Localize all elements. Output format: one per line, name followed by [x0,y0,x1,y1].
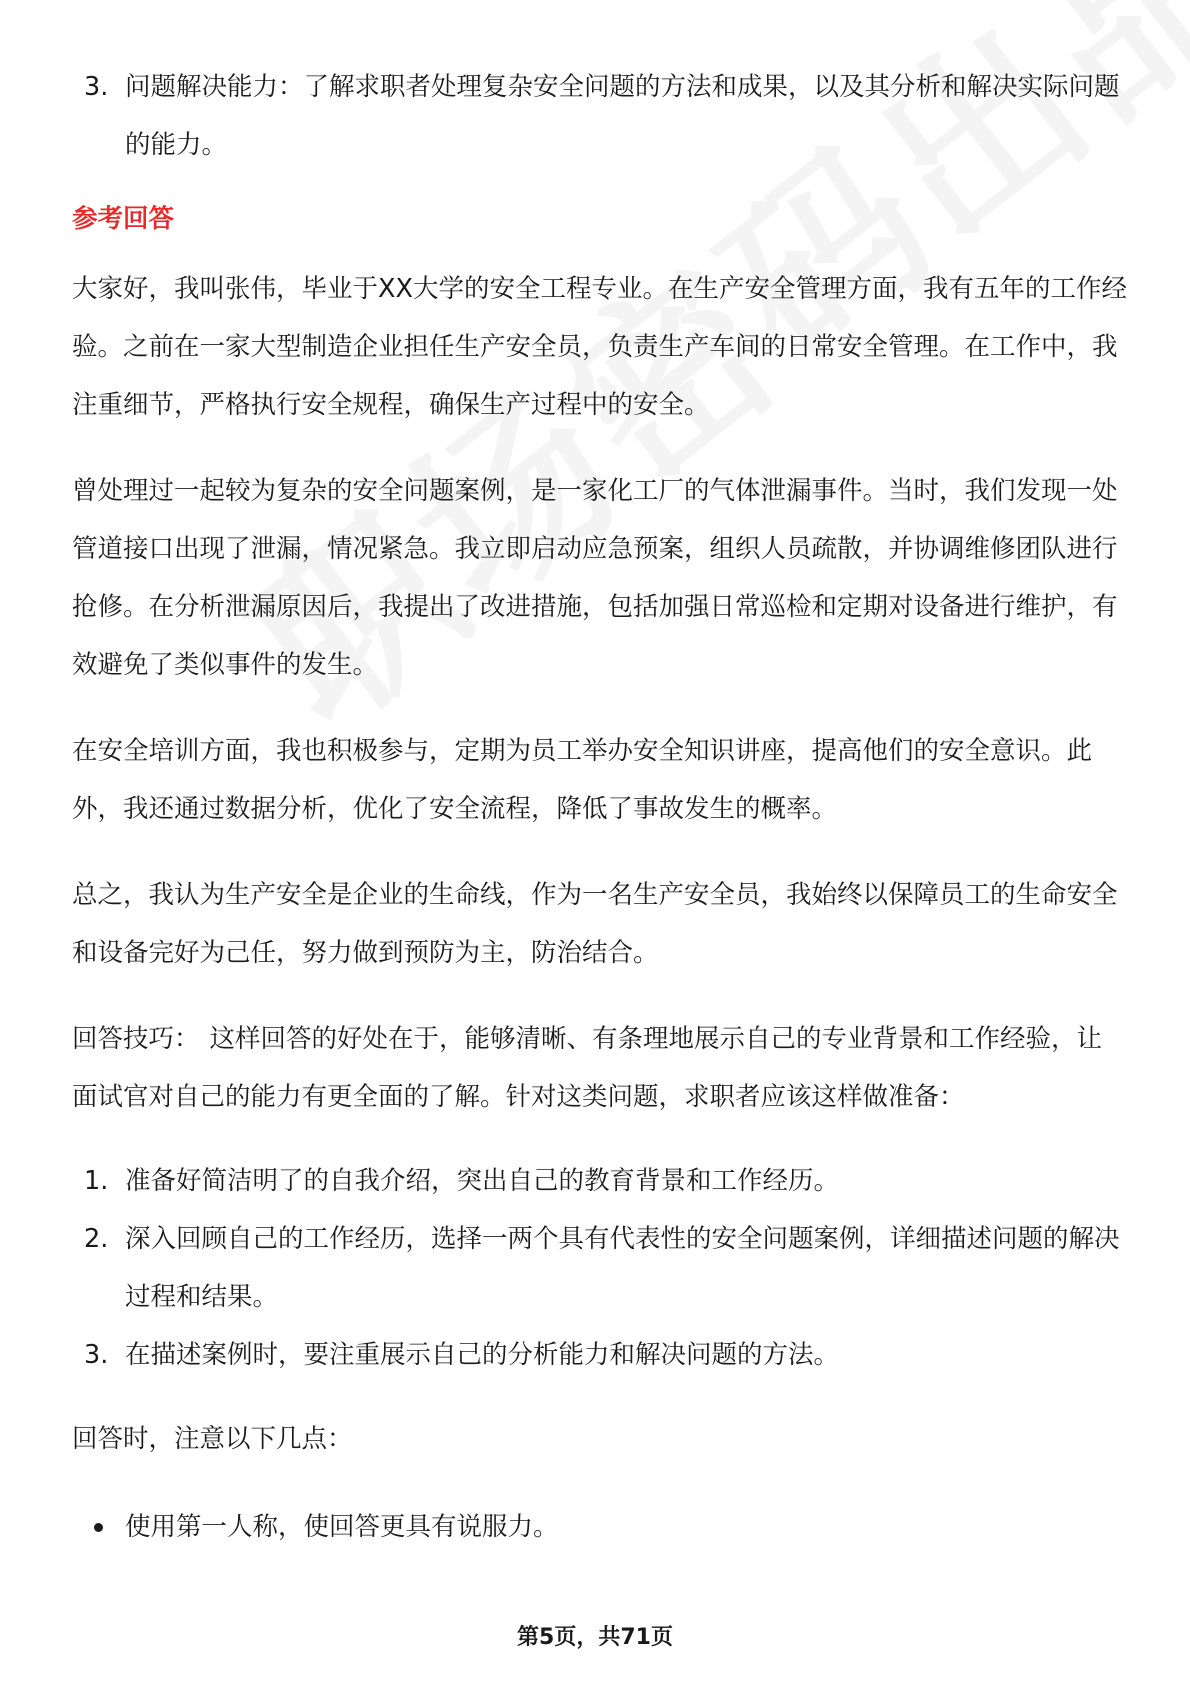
answer-paragraph: 总之，我认为生产安全是企业的生命线，作为一名生产安全员，我始终以保障员工的生命安全和设备完好为己任，努力做到预防为主，防治结合。 [72,880,1118,968]
list-number: 2. [84,1224,109,1254]
page-content [72,58,1127,1556]
section-title: 参考回答 [72,204,175,234]
list-item-text: 在描述案例时，要注重展示自己的分析能力和解决问题的方法。 [125,1340,840,1370]
list-item [72,1152,1127,1210]
list-item-text: 问题解决能力：了解求职者处理复杂安全问题的方法和成果，以及其分析和解决实际问题的能力。 [125,72,1120,160]
list-item-text: 准备好简洁明了的自我介绍，突出自己的教育背景和工作经历。 [125,1166,840,1196]
prep-list [72,1152,1127,1384]
list-item-text: 深入回顾自己的工作经历，选择一两个具有代表性的安全问题案例，详细描述问题的解决过程和结果。 [125,1224,1120,1312]
tips-paragraph [72,1010,1127,1126]
bullet-item [72,1498,1127,1556]
answer-paragraph: 曾处理过一起较为复杂的安全问题案例，是一家化工厂的气体泄漏事件。当时，我们发现一处管道接口出现了泄漏，情况紧急。我立即启动应急预案，组织人员疏散，并协调维修团队进行抢修。在分析泄漏原因后，我提出了改进措施，包括加强日常巡检和定期对设备进行维护，有效避免了类似事件的发生。 [72,476,1118,680]
notes-intro: 回答时，注意以下几点： [72,1424,353,1454]
answer-paragraph: 在安全培训方面，我也积极参与，定期为员工举办安全知识讲座，提高他们的安全意识。此外，我还通过数据分析，优化了安全流程，降低了事故发生的概率。 [72,736,1093,824]
list-item [72,1326,1127,1384]
bullet-dot-icon [94,1523,103,1532]
bullet-text: 使用第一人称，使回答更具有说服力。 [125,1512,559,1542]
list-number: 1. [84,1166,109,1196]
answer-paragraph: 大家好，我叫张伟，毕业于XX大学的安全工程专业。在生产安全管理方面，我有五年的工作经验。之前在一家大型制造企业担任生产安全员，负责生产车间的日常安全管理。在工作中，我注重细节，严格执行安全规程，确保生产过程中的安全。 [72,274,1127,420]
tips-text: 这样回答的好处在于，能够清晰、有条理地展示自己的专业背景和工作经验，让面试官对自己的能力有更全面的了解。针对这类问题，求职者应该这样做准备： [72,1024,1103,1112]
tips-label: 回答技巧： [72,1024,200,1054]
list-number: 3. [84,72,109,102]
page-footer: 第5页，共71页 [517,1625,673,1650]
list-number: 3. [84,1340,109,1370]
list-item [72,1210,1127,1326]
list-item [72,58,1127,174]
